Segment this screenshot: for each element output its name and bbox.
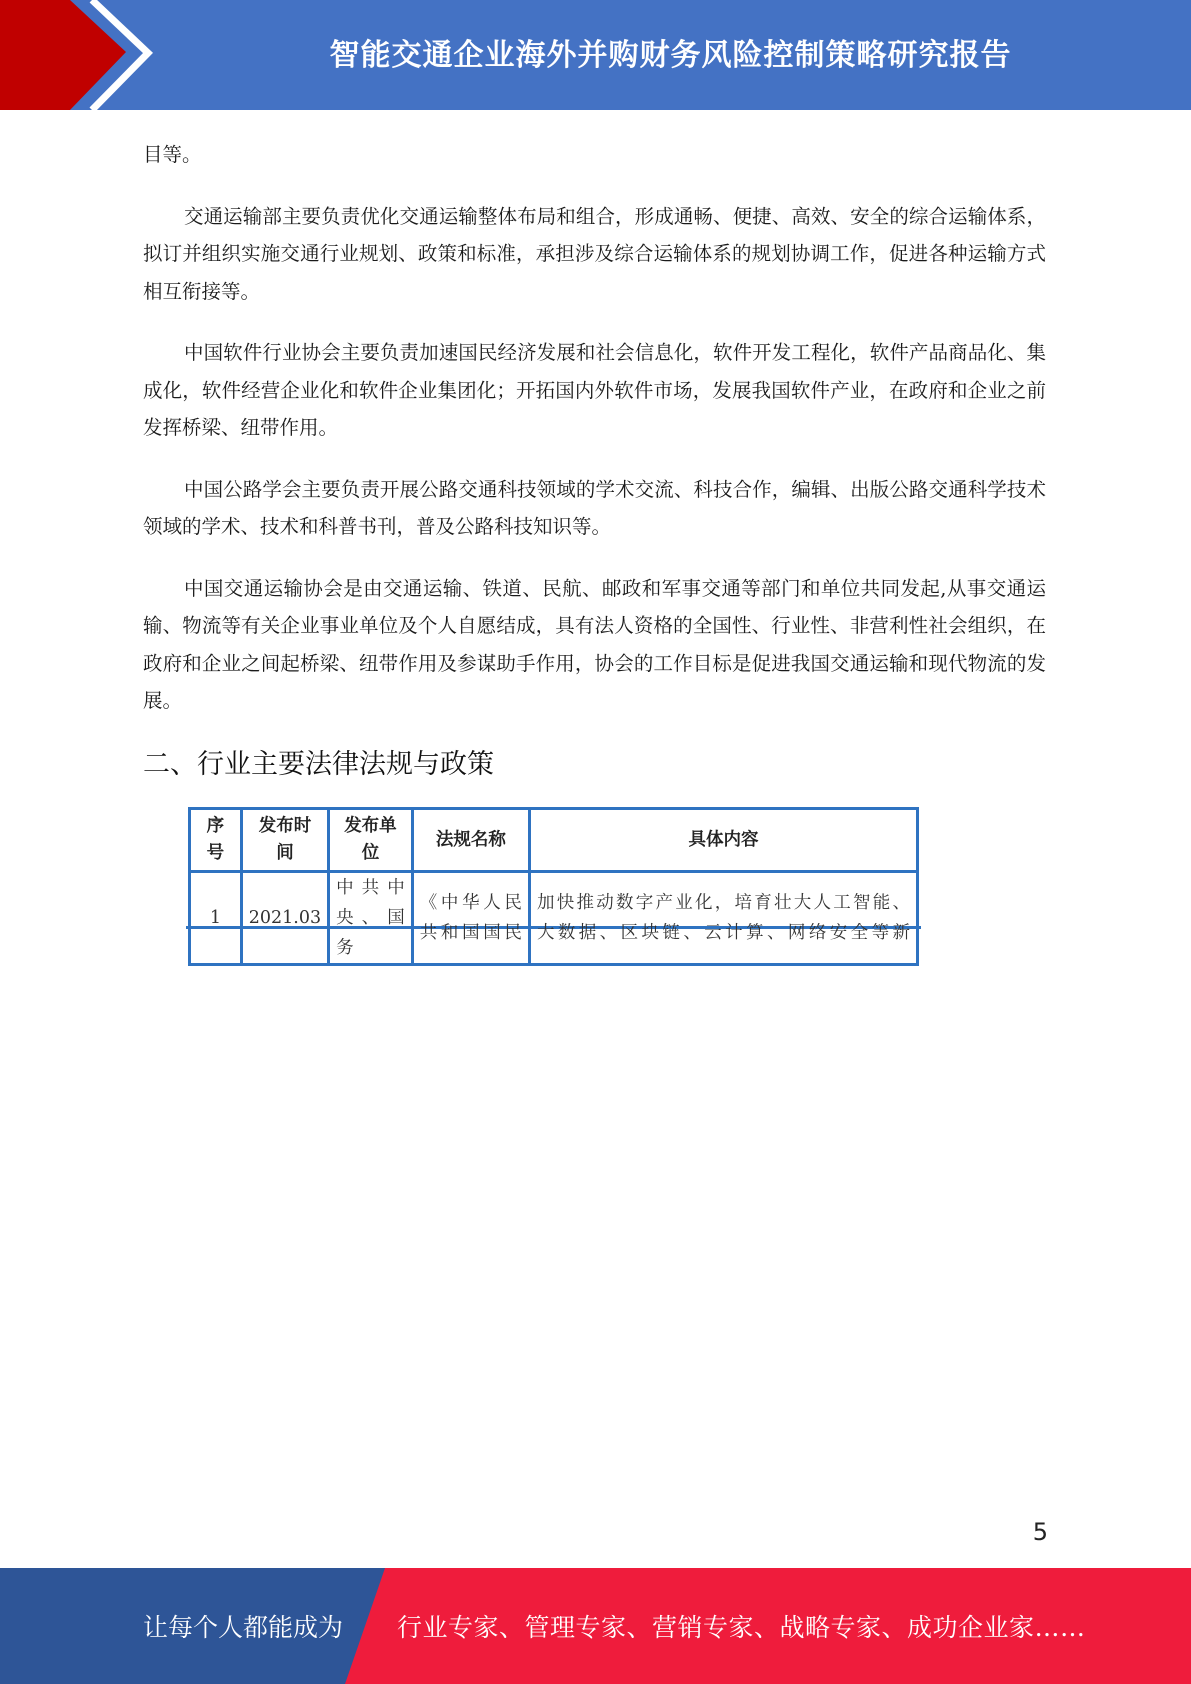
cell-name: 《中华人民 共和国国民 [412, 872, 529, 965]
cell-date: 2021.03 [241, 872, 328, 965]
paragraph-transport-ministry: 交通运输部主要负责优化交通运输整体布局和组合，形成通畅、便捷、高效、安全的综合运输体系，拟订并组织实施交通行业规划、政策和标准，承担涉及综合运输体系的规划协调工作，促进各种运输方式相互衔接等。 [143, 204, 1046, 303]
page-number: 5 [1032, 1518, 1048, 1546]
body-content [143, 136, 1046, 744]
header-seq: 序 号 [190, 809, 242, 872]
header-issuer: 发布单 位 [329, 809, 413, 872]
paragraph-continuation: 目等。 [143, 143, 202, 166]
cell-seq: 1 [190, 872, 242, 965]
table-header-row [190, 809, 918, 872]
regulations-table [188, 807, 919, 966]
paragraph-software-association: 中国软件行业协会主要负责加速国民经济发展和社会信息化，软件开发工程化，软件产品商品化、集成化，软件经营企业化和软件企业集团化；开拓国内外软件市场，发展我国软件产业，在政府和企业之前发挥桥梁、纽带作用。 [143, 341, 1046, 439]
paragraph-highway-society: 中国公路学会主要负责开展公路交通科技领域的学术交流、科技合作，编辑、出版公路交通科学技术领域的学术、技术和科普书刊，普及公路科技知识等。 [143, 477, 1046, 538]
header-content: 具体内容 [529, 809, 917, 872]
header-name: 法规名称 [412, 809, 529, 872]
footer-slogan-left: 让每个人都能成为 [143, 1613, 344, 1642]
page-footer [0, 1568, 1191, 1684]
cell-content: 加快推动数字产业化，培育壮大人工智能、 大数据、区块链、云计算、网络安全等新 [529, 872, 917, 965]
page-header [0, 0, 1191, 110]
section-heading: 二、行业主要法律法规与政策 [143, 749, 494, 780]
report-title: 智能交通企业海外并购财务风险控制策略研究报告 [329, 38, 1012, 73]
table-row [190, 872, 918, 965]
paragraph-transport-association: 中国交通运输协会是由交通运输、铁道、民航、邮政和军事交通等部门和单位共同发起,从事交通运输、物流等有关企业事业单位及个人自愿结成，具有法人资格的全国性、行业性、非营利性社会组织，在政府和企业之间起桥梁、纽带作用及参谋助手作用，协会的工作目标是促进我国交通运输和现代物流的发展。 [143, 576, 1046, 712]
header-date: 发布时 间 [241, 809, 328, 872]
regulations-table-clip [186, 807, 921, 958]
cell-issuer: 中共中 央、国务 [329, 872, 413, 965]
footer-slogan-right: 行业专家、管理专家、营销专家、战略专家、成功企业家…… [397, 1613, 1086, 1642]
